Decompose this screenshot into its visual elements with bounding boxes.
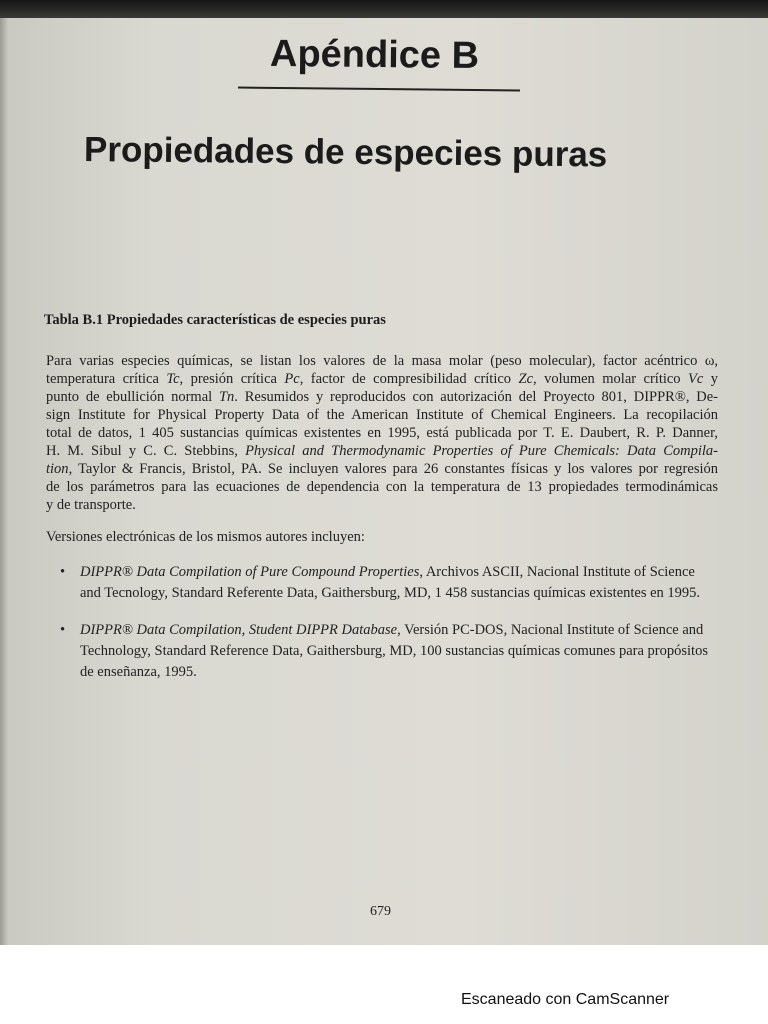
body-text <box>46 352 718 683</box>
bullet-item <box>60 620 718 683</box>
italic-text: Pc <box>284 371 300 387</box>
italic-text: DIPPR® Data Compilation, Student DIPPR Database <box>80 622 398 638</box>
text-segment: total de datos, 1 405 sustancias químicas existentes en 1995, está publicada por T. E. Daubert, R. P. Danner, <box>46 425 718 441</box>
table-caption: Tabla B.1 Propiedades características de especies puras <box>44 312 386 328</box>
bullet-icon: • <box>60 564 66 580</box>
text-segment: punto de ebullición normal <box>46 389 219 405</box>
versiones-intro: Versiones electrónicas de los mismos autores incluyen: <box>46 529 365 545</box>
italic-text: tion <box>46 461 69 477</box>
paragraph-line <box>46 352 718 370</box>
text-segment: , Versión PC-DOS, Nacional Institute of Science and Technology, Standard Reference Data, Gaithersburg, MD, 100 sustancias químicas comunes para propósitos de enseñanza, 1995. <box>80 622 708 680</box>
italic-text: DIPPR® Data Compilation of Pure Compound Properties <box>80 564 420 580</box>
paragraph-line <box>46 388 718 406</box>
italic-text: Physical and Thermodynamic Properties of Pure Chemicals: Data Compila- <box>245 443 719 459</box>
text-segment: y de transporte. <box>46 497 136 513</box>
text-segment: H. M. Sibul y C. C. Stebbins, <box>46 443 246 459</box>
paragraph-line <box>46 478 718 496</box>
text-segment: , Taylor & Francis, Bristol, PA. Se incluyen valores para 26 constantes físicas y los valores por regresión <box>68 461 718 477</box>
bullet-text <box>80 620 718 683</box>
paragraph-line <box>46 406 718 424</box>
appendix-heading: Apéndice B <box>269 32 480 78</box>
text-segment: , Archivos ASCII, Nacional Institute of Science and Tecnology, Standard Referente Data, Gaithersburg, MD, 1 458 sustancias químicas existentes en 1995. <box>80 564 701 601</box>
italic-text: Tc <box>166 371 180 387</box>
text-segment: , volumen molar crítico <box>533 371 689 387</box>
bullet-item <box>60 562 718 604</box>
camscanner-watermark: Escaneado con CamScanner <box>461 991 670 1008</box>
paragraph-line <box>46 370 718 388</box>
italic-text: Tn <box>218 389 235 405</box>
text-segment: , presión crítica <box>179 371 285 387</box>
italic-text: Zc <box>518 371 533 387</box>
paragraph-line <box>46 460 718 478</box>
text-segment: sign Institute for Physical Property Data of the American Institute of Chemical Engineers. La recopilación <box>46 407 718 423</box>
text-segment: Para varias especies químicas, se listan los valores de la masa molar (peso molecular), factor acéntrico ω, <box>46 353 718 369</box>
text-segment: de los parámetros para las ecuaciones de dependencia con la temperatura de 13 propiedades termodinámicas <box>46 479 718 495</box>
intro-paragraph <box>46 352 718 514</box>
page-number: 679 <box>370 904 391 919</box>
bullet-text <box>80 562 718 604</box>
text-segment: y <box>703 371 719 387</box>
text-segment: , factor de compresibilidad crítico <box>299 371 519 387</box>
paragraph-line <box>46 424 718 442</box>
scan-left-edge <box>0 18 8 945</box>
paragraph-line <box>46 442 718 460</box>
text-segment: . Resumidos y reproducidos con autorización del Proyecto 801, DIPPR®, De- <box>234 389 718 405</box>
paragraph-line <box>46 496 718 514</box>
bullet-icon: • <box>60 622 66 638</box>
page-title: Propiedades de especies puras <box>83 130 608 175</box>
scan-top-edge <box>0 0 768 18</box>
text-segment: temperatura crítica <box>46 371 167 387</box>
italic-text: Vc <box>688 371 704 387</box>
